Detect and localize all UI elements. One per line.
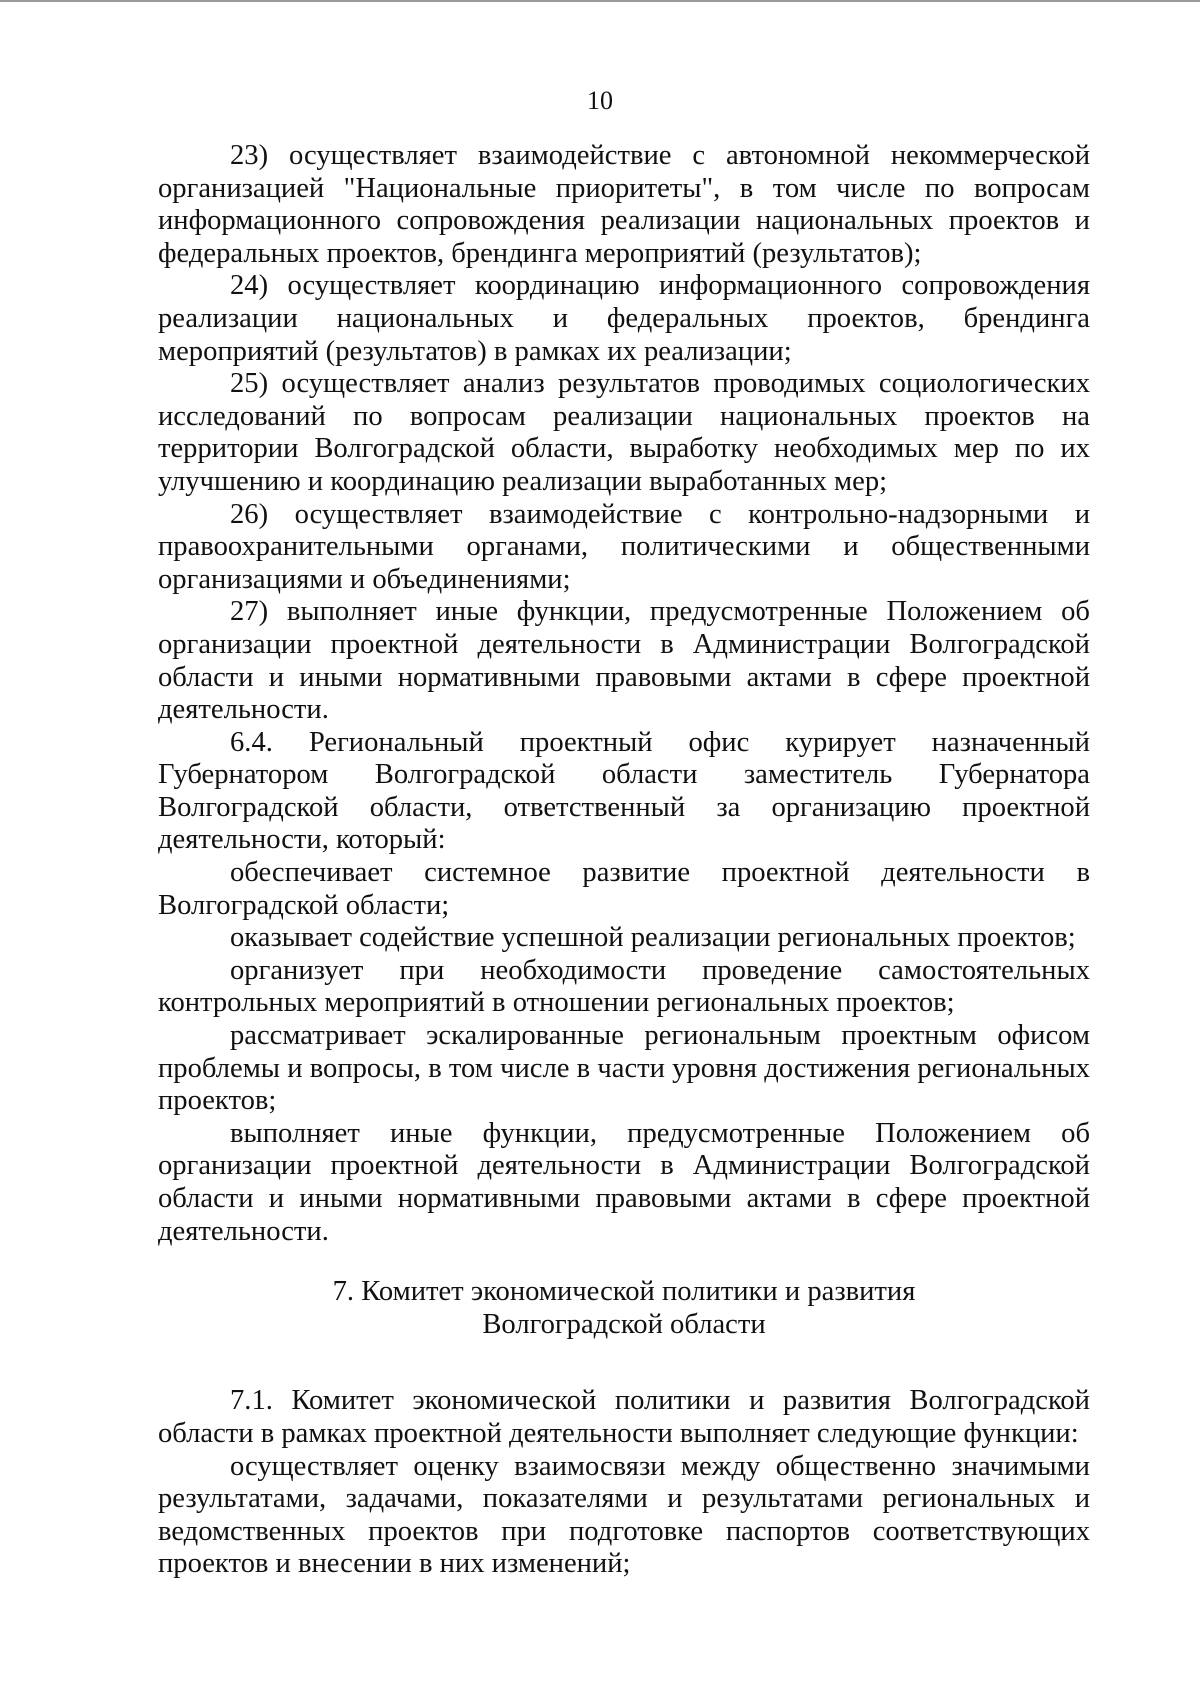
paragraph-function-assessment: осуществляет оценку взаимосвязи между общественно значимыми результатами, задачами, показателями и результатами региональных и ведомственных проектов при подготовке паспортов соответствующих проектов и внесении в них изменений;	[158, 1450, 1090, 1580]
paragraph-duty-assistance: оказывает содействие успешной реализации региональных проектов;	[230, 922, 1076, 954]
paragraph-clause-6-4: 6.4. Региональный проектный офис курирует назначенный Губернатором Волгоградской области заместитель Губернатора Волгоградской области, ответственный за организацию проектной деятельности, который:	[158, 726, 1090, 856]
spacer	[158, 1341, 1090, 1385]
paragraph-item-24: 24) осуществляет координацию информационного сопровождения реализации национальных и федеральных проектов, брендинга мероприятий (результатов) в рамках их реализации;	[158, 270, 1090, 367]
paragraph-duty-escalation: рассматривает эскалированные региональным проектным офисом проблемы и вопросы, в том числе в части уровня достижения региональных проектов;	[158, 1020, 1090, 1117]
paragraph-duty-other: выполняет иные функции, предусмотренные Положением об организации проектной деятельности в Администрации Волгоградской области и иными нормативными правовыми актами в сфере проектной деятельности.	[158, 1117, 1090, 1247]
paragraph-item-26: 26) осуществляет взаимодействие с контрольно-надзорными и правоохранительными органами, политическими и общественными организациями и объединениями;	[158, 498, 1090, 595]
paragraph-item-27: 27) выполняет иные функции, предусмотренные Положением об организации проектной деятельности в Администрации Волгоградской области и иными нормативными правовыми актами в сфере проектной деятельности.	[158, 596, 1090, 726]
paragraph-duty-control: организует при необходимости проведение самостоятельных контрольных мероприятий в отношении региональных проектов;	[158, 954, 1090, 1019]
document-body	[158, 140, 1090, 1581]
page-number: 10	[587, 86, 613, 115]
paragraph-item-23: 23) осуществляет взаимодействие с автономной некоммерческой организацией "Национальные приоритеты", в том числе по вопросам информационного сопровождения реализации национальных проектов и федеральных проектов, брендинга мероприятий (результатов);	[158, 140, 1090, 269]
scan-top-edge	[0, 0, 1200, 2]
section-heading-line-1: 7. Комитет экономической политики и развития	[332, 1276, 916, 1308]
spacer	[158, 1248, 1090, 1276]
section-heading-line-2: Волгоградской области	[482, 1308, 766, 1340]
paragraph-duty-development: обеспечивает системное развитие проектной деятельности в Волгоградской области;	[158, 857, 1090, 921]
paragraph-item-25: 25) осуществляет анализ результатов проводимых социологических исследований по вопросам реализации национальных проектов на территории Волгоградской области, выработку необходимых мер по их улучшению и координацию реализации выработанных мер;	[158, 368, 1090, 497]
paragraph-clause-7-1: 7.1. Комитет экономической политики и развития Волгоградской области в рамках проектной деятельности выполняет следующие функции:	[158, 1385, 1090, 1449]
